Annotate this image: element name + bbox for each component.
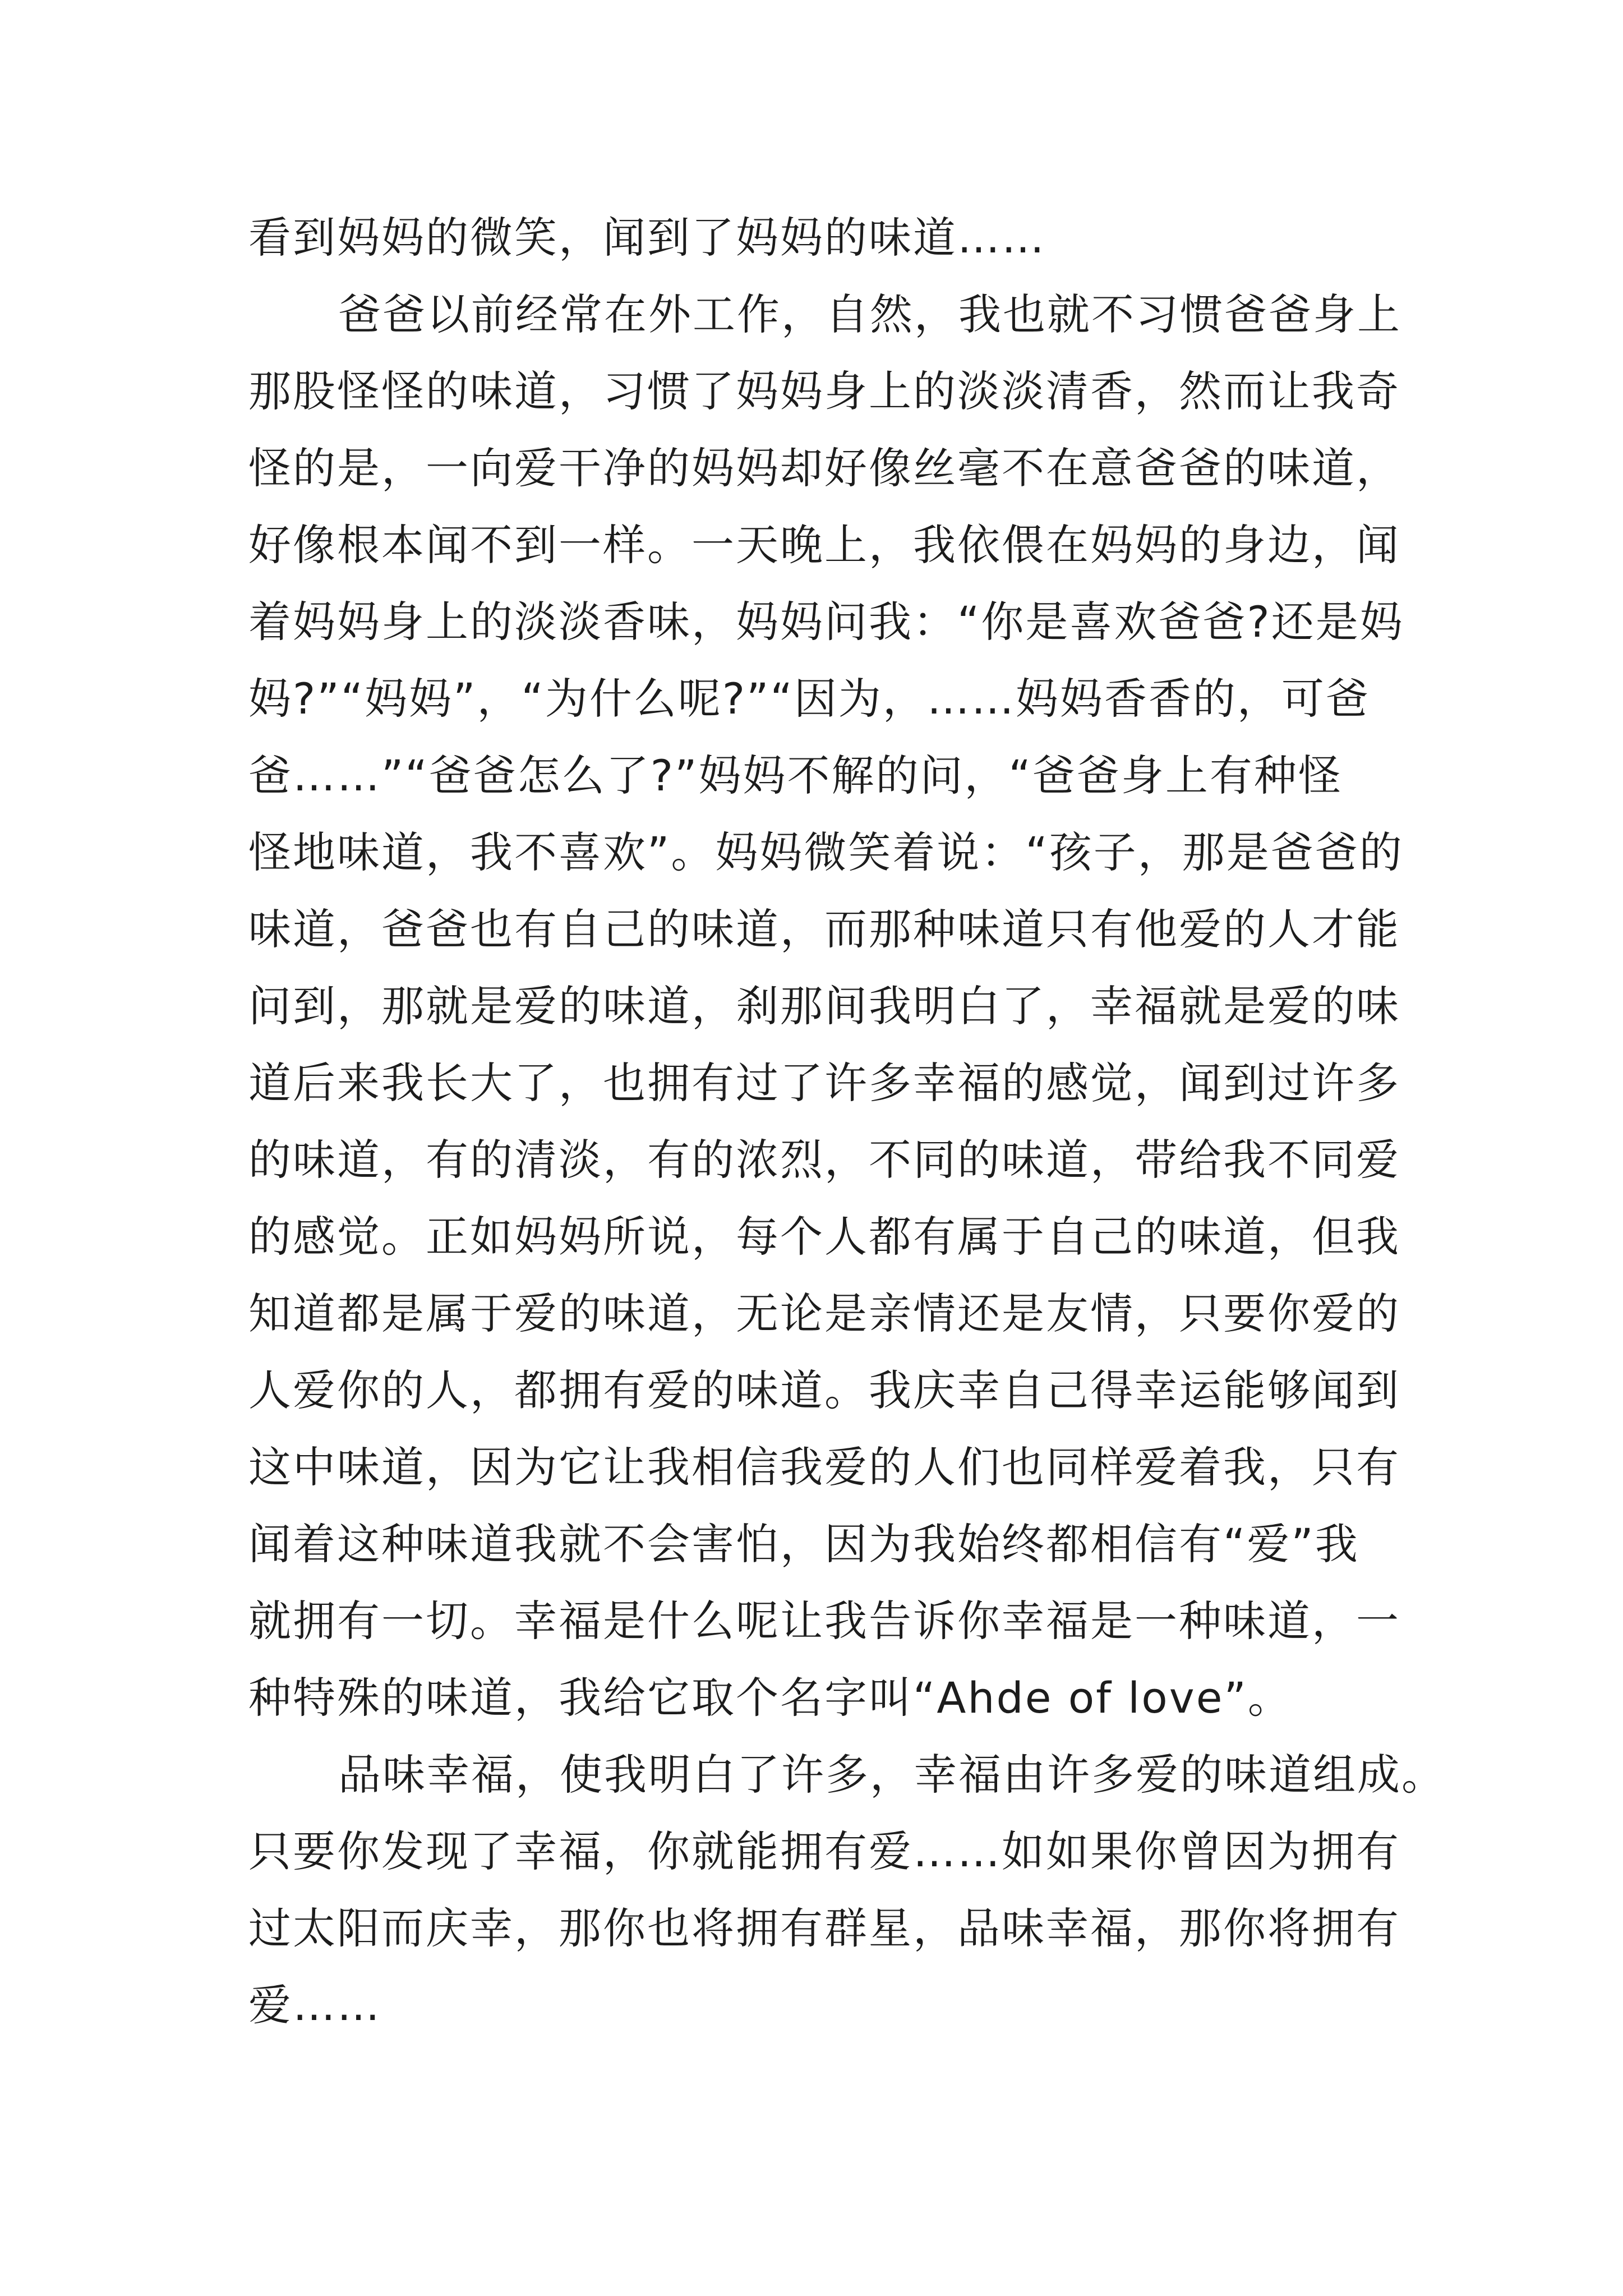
- text-line: 只要你发现了幸福，你就能拥有爱……如如果你曾因为拥有: [248, 1826, 1400, 1876]
- text-line: 看到妈妈的微笑，闻到了妈妈的味道……: [248, 213, 1046, 263]
- text-line: 种特殊的味道，我给它取个名字叫“Ahde of love”。: [248, 1673, 1292, 1723]
- text-line: 好像根本闻不到一样。一天晚上，我依偎在妈妈的身边，闻: [248, 520, 1400, 570]
- text-line: 知道都是属于爱的味道，无论是亲情还是友情，只要你爱的: [248, 1289, 1400, 1338]
- paragraph-first-line: 品味幸福，使我明白了许多，幸福由许多爱的味道组成。: [338, 1750, 1446, 1800]
- text-line: 问到，那就是爱的味道，刹那间我明白了，幸福就是爱的味: [248, 981, 1400, 1031]
- text-line: 的味道，有的清淡，有的浓烈，不同的味道，带给我不同爱: [248, 1135, 1400, 1185]
- text-line: 过太阳而庆幸，那你也将拥有群星，品味幸福，那你将拥有: [248, 1903, 1400, 1953]
- text-line: 就拥有一切。幸福是什么呢让我告诉你幸福是一种味道，一: [248, 1596, 1400, 1646]
- text-line: 爱……: [248, 1980, 381, 2030]
- text-line: 妈?”“妈妈”，“为什么呢?”“因为，……妈妈香香的，可爸: [248, 674, 1370, 724]
- text-line: 人爱你的人，都拥有爱的味道。我庆幸自己得幸运能够闻到: [248, 1365, 1400, 1415]
- text-line: 着妈妈身上的淡淡香味，妈妈问我：“你是喜欢爸爸?还是妈: [248, 597, 1404, 647]
- text-line: 味道，爸爸也有自己的味道，而那种味道只有他爱的人才能: [248, 904, 1400, 954]
- text-line: 的感觉。正如妈妈所说，每个人都有属于自己的味道，但我: [248, 1212, 1400, 1262]
- paragraph-first-line: 爸爸以前经常在外工作，自然，我也就不习惯爸爸身上: [338, 289, 1401, 339]
- text-line: 道后来我长大了，也拥有过了许多幸福的感觉，闻到过许多: [248, 1058, 1400, 1108]
- text-line: 这中味道，因为它让我相信我爱的人们也同样爱着我，只有: [248, 1442, 1400, 1492]
- text-line: 爸……”“爸爸怎么了?”妈妈不解的问，“爸爸身上有种怪: [248, 751, 1343, 800]
- text-line: 那股怪怪的味道，习惯了妈妈身上的淡淡清香，然而让我奇: [248, 366, 1400, 416]
- text-line: 闻着这种味道我就不会害怕，因为我始终都相信有“爱”我: [248, 1519, 1359, 1569]
- text-line: 怪的是，一向爱干净的妈妈却好像丝毫不在意爸爸的味道，: [248, 443, 1400, 493]
- text-line: 怪地味道，我不喜欢”。妈妈微笑着说：“孩子，那是爸爸的: [248, 827, 1404, 877]
- body-text: [248, 199, 1446, 2044]
